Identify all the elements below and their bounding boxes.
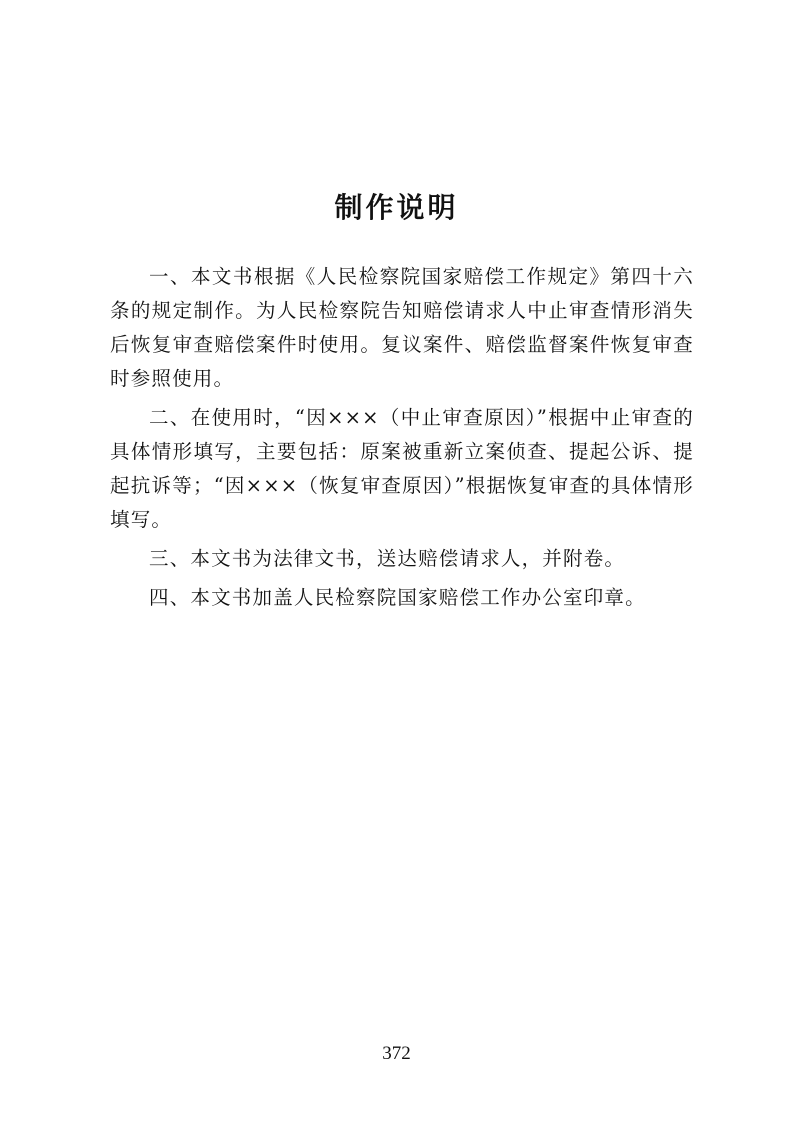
- instruction-paragraph-2: 二、在使用时，“因×××（中止审查原因）”根据中止审查的具体情形填写，主要包括：原案被重新立案侦查、提起公诉、提起抗诉等；“因×××（恢复审查原因）”根据恢复审查的具体情形填写。: [110, 406, 694, 531]
- instruction-paragraph-4: 四、本文书加盖人民检察院国家赔偿工作办公室印章。: [149, 586, 646, 609]
- instructions-body: [110, 260, 694, 620]
- instruction-paragraph-3: 三、本文书为法律文书，送达赔偿请求人，并附卷。: [149, 547, 626, 570]
- page-number: 372: [382, 1043, 411, 1064]
- page-title: 制作说明: [334, 191, 459, 224]
- instruction-paragraph-1: 一、本文书根据《人民检察院国家赔偿工作规定》第四十六条的规定制作。为人民检察院告知赔偿请求人中止审查情形消失后恢复审查赔偿案件时使用。复议案件、赔偿监督案件恢复审查时参照使用。: [110, 265, 694, 390]
